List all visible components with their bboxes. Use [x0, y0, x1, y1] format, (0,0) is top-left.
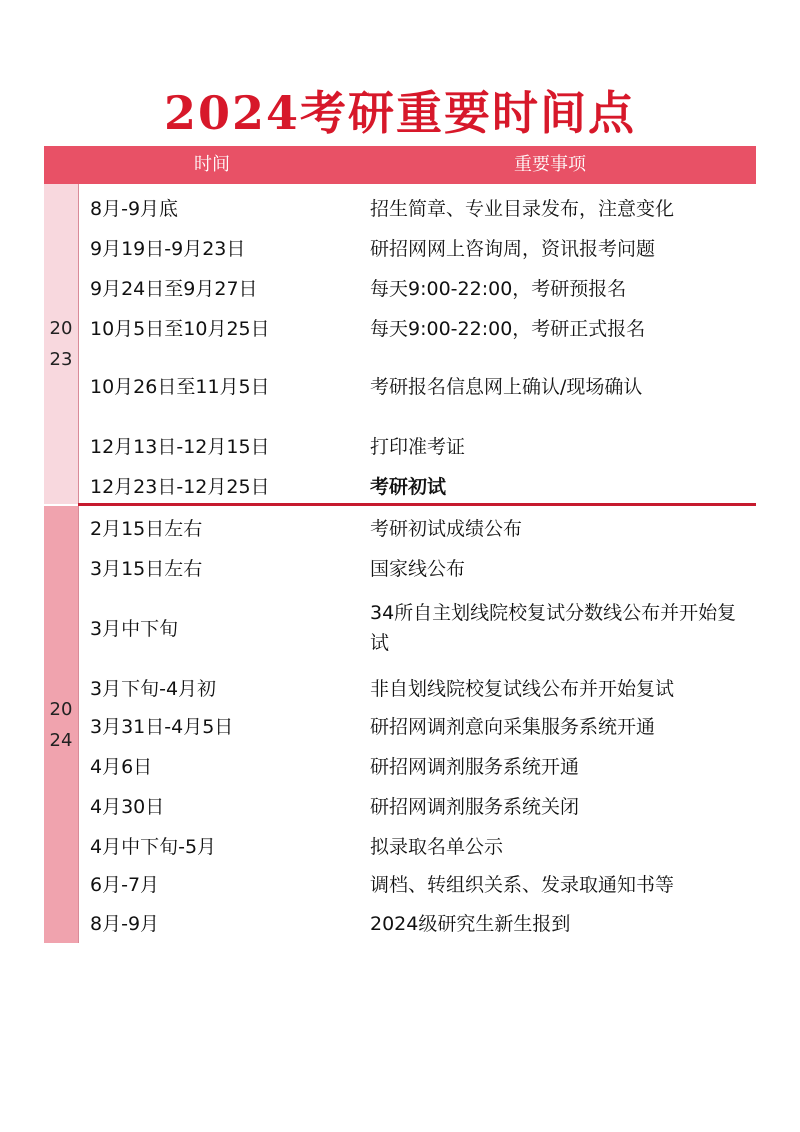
row-item: 2024级研究生新生报到: [370, 913, 571, 935]
row-item: 每天9:00-22:00，考研预报名: [370, 278, 627, 300]
row-item: 34所自主划线院校复试分数线公布并开始复试: [370, 602, 737, 654]
page-title: 2024考研重要时间点: [163, 86, 637, 140]
row-time: 4月6日: [90, 756, 153, 778]
row-item: 招生简章、专业目录发布，注意变化: [370, 198, 675, 220]
table-header: [44, 146, 756, 184]
row-time: 3月15日左右: [90, 558, 203, 580]
row-item: 考研报名信息网上确认/现场确认: [370, 376, 643, 398]
header-time: 时间: [194, 154, 230, 175]
row-item: 考研初试成绩公布: [370, 518, 523, 540]
row-time: 4月中下旬-5月: [90, 836, 217, 858]
row-item: 研招网调剂服务系统关闭: [370, 796, 580, 818]
row-time: 3月31日-4月5日: [90, 716, 234, 738]
row-time: 10月5日至10月25日: [90, 318, 270, 340]
row-time: 2月15日左右: [90, 518, 203, 540]
row-item: 拟录取名单公示: [370, 836, 504, 858]
row-time: 4月30日: [90, 796, 165, 818]
row-item: 研招网调剂服务系统开通: [370, 756, 580, 778]
row-item: 考研初试: [370, 476, 447, 498]
section-2023: [44, 184, 756, 504]
row-time: 9月24日至9月27日: [90, 278, 258, 300]
row-item: 非自划线院校复试线公布并开始复试: [370, 678, 675, 700]
row-time: 6月-7月: [90, 874, 160, 896]
header-item: 重要事项: [514, 154, 586, 175]
row-time: 3月下旬-4月初: [90, 678, 217, 700]
row-time: 12月23日-12月25日: [90, 476, 270, 498]
row-time: 9月19日-9月23日: [90, 238, 246, 260]
row-time: 10月26日至11月5日: [90, 376, 270, 398]
row-item: 打印准考证: [370, 436, 466, 458]
row-item: 研招网网上咨询周，资讯报考问题: [370, 238, 656, 260]
year-label: 2024: [44, 506, 78, 943]
year-label: 2023: [44, 184, 78, 504]
row-time: 12月13日-12月15日: [90, 436, 270, 458]
row-item: 研招网调剂意向采集服务系统开通: [370, 716, 656, 738]
row-time: 8月-9月: [90, 913, 160, 935]
row-item: 调档、转组织关系、发录取通知书等: [370, 874, 675, 896]
row-time: 3月中下旬: [90, 618, 179, 640]
section-2024: [44, 506, 756, 943]
column-divider: [78, 184, 79, 504]
column-divider: [78, 506, 79, 943]
row-item: 每天9:00-22:00，考研正式报名: [370, 318, 646, 340]
row-item: 国家线公布: [370, 558, 466, 580]
row-time: 8月-9月底: [90, 198, 179, 220]
